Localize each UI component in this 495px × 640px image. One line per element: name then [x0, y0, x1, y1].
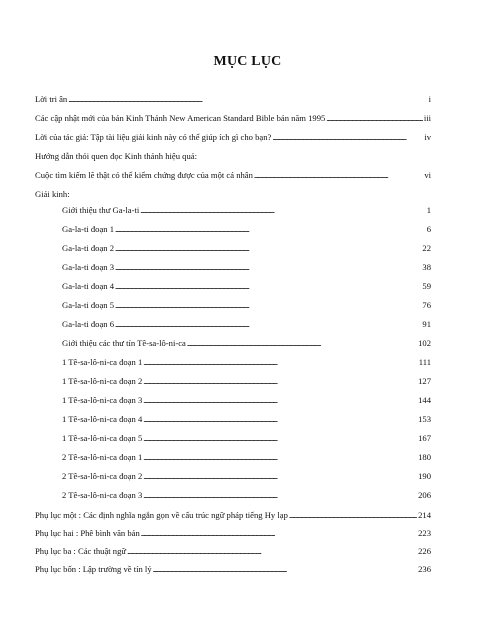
- dot-leader: [187, 336, 417, 351]
- dot-leader: [127, 544, 417, 559]
- dot-leader: [143, 469, 417, 484]
- toc-entry-page: 180: [418, 452, 431, 462]
- dot-leader: [140, 203, 425, 218]
- dot-leader: [272, 130, 423, 145]
- toc-entry-page: 226: [418, 546, 431, 556]
- dot-leader: [115, 298, 421, 313]
- toc-entry-page: iv: [424, 132, 431, 142]
- toc-entry-page: 214: [418, 510, 431, 520]
- toc-entry-page: 1: [426, 205, 431, 215]
- toc-entry-label: Phụ lục ba : Các thuật ngữ: [35, 546, 127, 556]
- toc-entry[interactable]: [62, 203, 431, 217]
- toc-entry-page: iii: [423, 113, 431, 123]
- toc-entry-page: 102: [418, 338, 431, 348]
- toc-entry[interactable]: [62, 355, 431, 369]
- toc-entry-label: Lời của tác giả: Tập tài liệu giải kinh này có thể giúp ích gì cho bạn?: [35, 132, 272, 142]
- toc-entry-label: 2 Tê-sa-lô-ni-ca đoạn 1: [62, 452, 143, 462]
- toc-entry-label: 2 Tê-sa-lô-ni-ca đoạn 2: [62, 471, 143, 481]
- toc-entry-page: 6: [426, 224, 431, 234]
- dot-leader: [143, 488, 417, 503]
- dot-leader: [143, 393, 417, 408]
- toc-entry-page: 91: [422, 319, 431, 329]
- toc-entry[interactable]: [62, 488, 431, 502]
- dot-leader: [143, 355, 417, 370]
- dot-leader: [153, 562, 417, 577]
- dot-leader: [254, 168, 423, 183]
- toc-entry[interactable]: [62, 374, 431, 388]
- toc-entry-label: Ga-la-ti đoạn 4: [62, 281, 115, 291]
- dot-leader: [68, 92, 427, 107]
- toc-entry[interactable]: [62, 412, 431, 426]
- dot-leader: [143, 450, 417, 465]
- toc-entry[interactable]: [35, 526, 431, 540]
- toc-entry-page: 144: [418, 395, 431, 405]
- toc-entry-page: 76: [422, 300, 431, 310]
- toc-entry-label: Ga-la-ti đoạn 2: [62, 243, 115, 253]
- toc-entry-page: 236: [418, 564, 431, 574]
- dot-leader: [115, 279, 421, 294]
- toc-entry[interactable]: [35, 508, 431, 522]
- toc-entry-label: 1 Tê-sa-lô-ni-ca đoạn 5: [62, 433, 143, 443]
- toc-entry[interactable]: [62, 241, 431, 255]
- toc-entry[interactable]: [62, 317, 431, 331]
- toc-entry[interactable]: [62, 431, 431, 445]
- toc-entry-label: Ga-la-ti đoạn 6: [62, 319, 115, 329]
- toc-entry-page: 190: [418, 471, 431, 481]
- toc-entry-page: 167: [418, 433, 431, 443]
- dot-leader: [141, 526, 417, 541]
- dot-leader: [289, 508, 417, 523]
- toc-entry-page: 38: [422, 262, 431, 272]
- toc-entry-label: Lời tri ân: [35, 94, 68, 104]
- toc-entry[interactable]: [35, 130, 431, 144]
- toc-entry-label: Phụ lục hai : Phê bình văn bản: [35, 528, 140, 538]
- toc-entry-page: 153: [418, 414, 431, 424]
- toc-entry-page: vi: [424, 170, 431, 180]
- toc-entry[interactable]: [35, 168, 431, 182]
- toc-entry[interactable]: [35, 92, 431, 106]
- toc-entry[interactable]: [62, 336, 431, 350]
- toc-entry-label: 1 Tê-sa-lô-ni-ca đoạn 4: [62, 414, 143, 424]
- toc-entry-label: Ga-la-ti đoạn 1: [62, 224, 115, 234]
- page-title: MỤC LỤC: [213, 54, 282, 69]
- toc-entry[interactable]: [62, 393, 431, 407]
- toc-entry[interactable]: [62, 469, 431, 483]
- toc-entry-label: Giới thiệu thư Ga-la-ti: [62, 205, 140, 215]
- toc-entry[interactable]: [62, 298, 431, 312]
- dot-leader: [115, 317, 421, 332]
- dot-leader: [115, 260, 421, 275]
- dot-leader: [143, 374, 417, 389]
- toc-entry-page: 111: [418, 357, 431, 367]
- dot-leader: [115, 222, 426, 237]
- dot-leader: [143, 431, 417, 446]
- toc-entry-label: Ga-la-ti đoạn 5: [62, 300, 115, 310]
- toc-entry-page: 22: [422, 243, 431, 253]
- dot-leader: [143, 412, 417, 427]
- toc-entry-label: 1 Tê-sa-lô-ni-ca đoạn 3: [62, 395, 143, 405]
- toc-entry-label: 2 Tê-sa-lô-ni-ca đoạn 3: [62, 490, 143, 500]
- toc-entry[interactable]: [35, 111, 431, 125]
- toc-entry[interactable]: [62, 222, 431, 236]
- toc-entry-label: Ga-la-ti đoạn 3: [62, 262, 115, 272]
- toc-entry-page: 223: [418, 528, 431, 538]
- toc-entry[interactable]: [35, 562, 431, 576]
- toc-entry-page: i: [428, 94, 431, 104]
- toc-entry[interactable]: [62, 279, 431, 293]
- toc-entry-page: 59: [422, 281, 431, 291]
- toc-entry-page: 127: [418, 376, 431, 386]
- toc-entry-page: 206: [418, 490, 431, 500]
- toc-entry[interactable]: [62, 260, 431, 274]
- toc-entry[interactable]: [35, 544, 431, 558]
- dot-leader: [115, 241, 421, 256]
- toc-entry-label: Cuộc tìm kiếm lẽ thật có thể kiểm chứng được của một cá nhân: [35, 170, 253, 180]
- toc-entry-label: Phụ lục bốn : Lập trường về tín lý: [35, 564, 152, 574]
- toc-entry-label: Các cập nhật mới của bản Kinh Thánh New American Standard Bible bản năm 1995: [35, 113, 326, 123]
- toc-entry[interactable]: [62, 450, 431, 464]
- dot-leader: [326, 111, 423, 126]
- toc-entry-label: Giới thiệu các thư tín Tê-sa-lô-ni-ca: [62, 338, 186, 348]
- toc-entry-label: Phụ lục một : Các định nghĩa ngắn gọn về cấu trúc ngữ pháp tiếng Hy lạp: [35, 510, 288, 520]
- toc-section-heading: Hướng dẫn thói quen đọc Kinh thánh hiệu quả:: [35, 151, 197, 161]
- toc-section-heading: Giải kinh:: [35, 189, 70, 199]
- toc-entry-label: 1 Tê-sa-lô-ni-ca đoạn 2: [62, 376, 143, 386]
- toc-entry-label: 1 Tê-sa-lô-ni-ca đoạn 1: [62, 357, 143, 367]
